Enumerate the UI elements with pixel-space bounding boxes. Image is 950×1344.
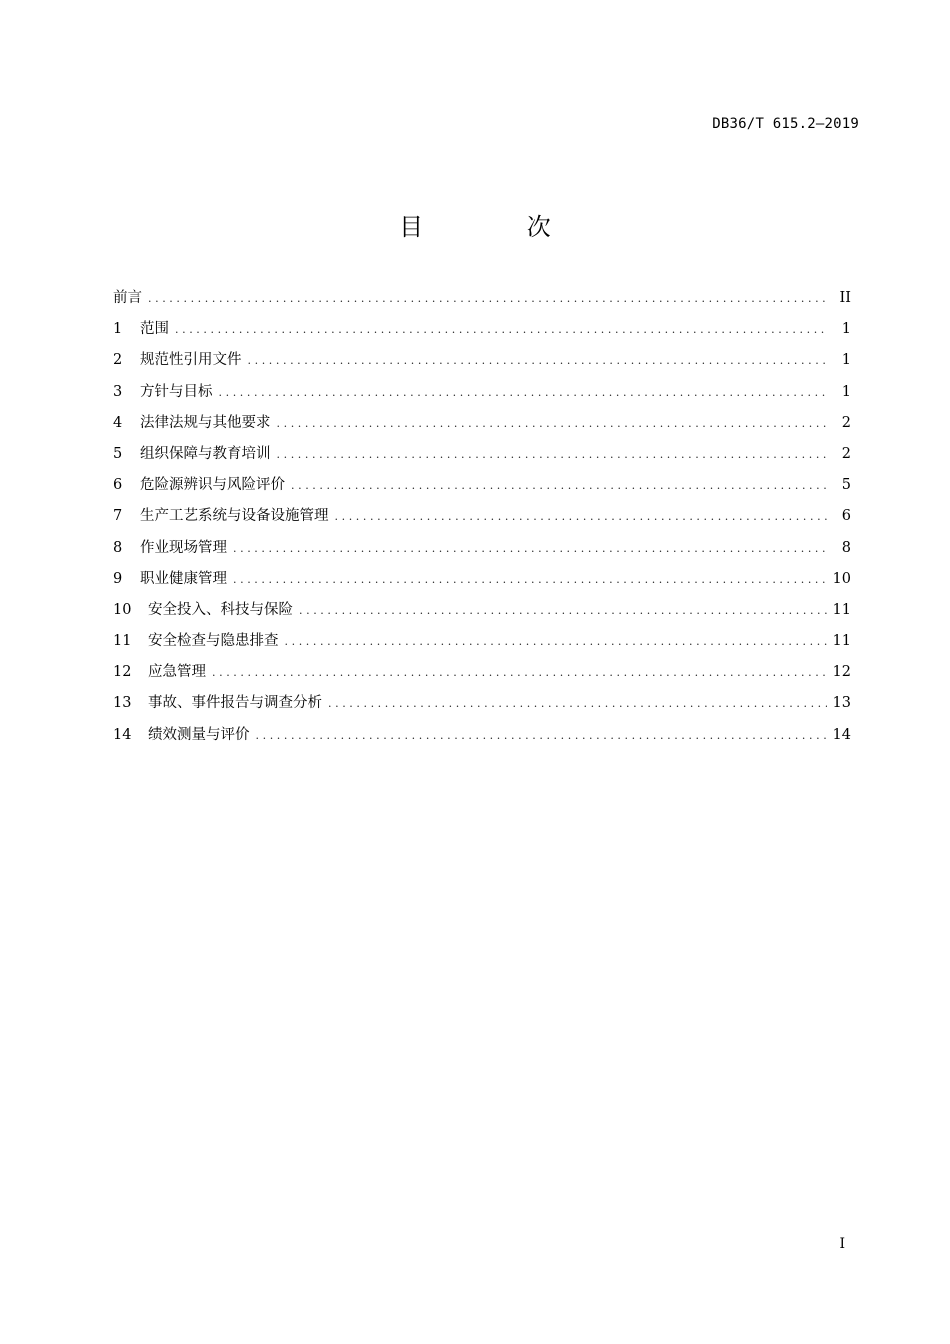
toc-entry-number: 5	[113, 445, 123, 462]
toc-entry-label: 方针与目标	[140, 383, 213, 400]
toc-entry-label: 法律法规与其他要求	[140, 414, 271, 431]
toc-leader-dots	[256, 725, 827, 747]
toc-leader-dots	[248, 350, 828, 372]
toc-leader-dots	[219, 382, 828, 404]
toc-leader-dots	[291, 475, 827, 497]
toc-entry-page: 12	[832, 664, 851, 681]
toc-entry[interactable]	[113, 505, 851, 536]
toc-entry-page: 14	[832, 726, 851, 743]
toc-entry[interactable]	[113, 599, 851, 630]
toc-entry[interactable]	[113, 349, 851, 380]
toc-leader-dots	[233, 569, 827, 591]
toc-entry[interactable]	[113, 568, 851, 599]
toc-entry-label: 安全检查与隐患排查	[148, 633, 279, 650]
toc-entry-number: 4	[113, 414, 123, 431]
toc-leader-dots	[148, 288, 827, 310]
toc-entry-label: 作业现场管理	[140, 539, 227, 556]
toc-entry-number: 11	[113, 633, 132, 650]
toc-entry-label: 规范性引用文件	[140, 352, 242, 369]
toc-leader-dots	[175, 319, 827, 341]
toc-entry-page: 5	[841, 477, 851, 494]
toc-leader-dots	[233, 538, 827, 560]
page-number: I	[839, 1236, 845, 1252]
toc-entry-label: 绩效测量与评价	[148, 726, 250, 743]
toc-entry[interactable]	[113, 318, 851, 349]
toc-entry[interactable]	[113, 474, 851, 505]
toc-entry-page: 2	[841, 445, 851, 462]
toc-entry-label: 组织保障与教育培训	[140, 445, 271, 462]
toc-entry-page: II	[839, 290, 851, 306]
toc-entry-label: 事故、事件报告与调查分析	[148, 695, 322, 712]
toc-entry-page: 11	[832, 601, 851, 618]
toc-entry-page: 6	[841, 508, 851, 525]
toc-entry[interactable]	[113, 443, 851, 474]
toc-entry[interactable]	[113, 661, 851, 692]
toc-entry-label: 职业健康管理	[140, 570, 227, 587]
toc-entry-number: 8	[113, 539, 123, 556]
toc-entry-label: 应急管理	[148, 664, 206, 681]
toc-entry-label: 危险源辨识与风险评价	[140, 477, 285, 494]
toc-entry-number: 2	[113, 352, 123, 369]
toc-entry-number: 13	[113, 695, 132, 712]
toc-entry-number: 7	[113, 508, 123, 525]
toc-title: 目 次	[399, 213, 599, 241]
toc-entry-number: 10	[113, 601, 132, 618]
toc-entry-number: 1	[113, 321, 123, 338]
toc-entry-number: 9	[113, 570, 123, 587]
toc-entry-number: 3	[113, 383, 123, 400]
toc-entry-page: 8	[841, 539, 851, 556]
toc-entry-page: 1	[841, 383, 851, 400]
toc-entry-number: 14	[113, 726, 132, 743]
toc-entry-page: 11	[832, 633, 851, 650]
toc-entry[interactable]	[113, 630, 851, 661]
toc-entry[interactable]	[113, 287, 851, 318]
toc-entry[interactable]	[113, 692, 851, 723]
toc-leader-dots	[299, 600, 827, 622]
table-of-contents	[113, 287, 851, 755]
toc-entry-label: 安全投入、科技与保险	[148, 601, 293, 618]
toc-leader-dots	[277, 444, 828, 466]
toc-entry[interactable]	[113, 724, 851, 755]
toc-entry-page: 1	[841, 321, 851, 338]
document-code: DB36/T 615.2—2019	[712, 116, 859, 132]
toc-entry[interactable]	[113, 537, 851, 568]
toc-leader-dots	[212, 662, 827, 684]
toc-entry-page: 13	[832, 695, 851, 712]
toc-leader-dots	[335, 506, 828, 528]
toc-entry-page: 1	[841, 352, 851, 369]
toc-leader-dots	[328, 693, 827, 715]
toc-entry-number: 12	[113, 664, 132, 681]
toc-leader-dots	[277, 413, 828, 435]
toc-entry-label: 前言	[113, 290, 142, 306]
toc-entry-label: 范围	[140, 321, 169, 338]
toc-leader-dots	[285, 631, 827, 653]
toc-entry-label: 生产工艺系统与设备设施管理	[140, 508, 329, 525]
toc-entry-number: 6	[113, 477, 123, 494]
toc-entry[interactable]	[113, 381, 851, 412]
toc-entry-page: 2	[841, 414, 851, 431]
toc-entry-page: 10	[832, 570, 851, 587]
toc-entry[interactable]	[113, 412, 851, 443]
